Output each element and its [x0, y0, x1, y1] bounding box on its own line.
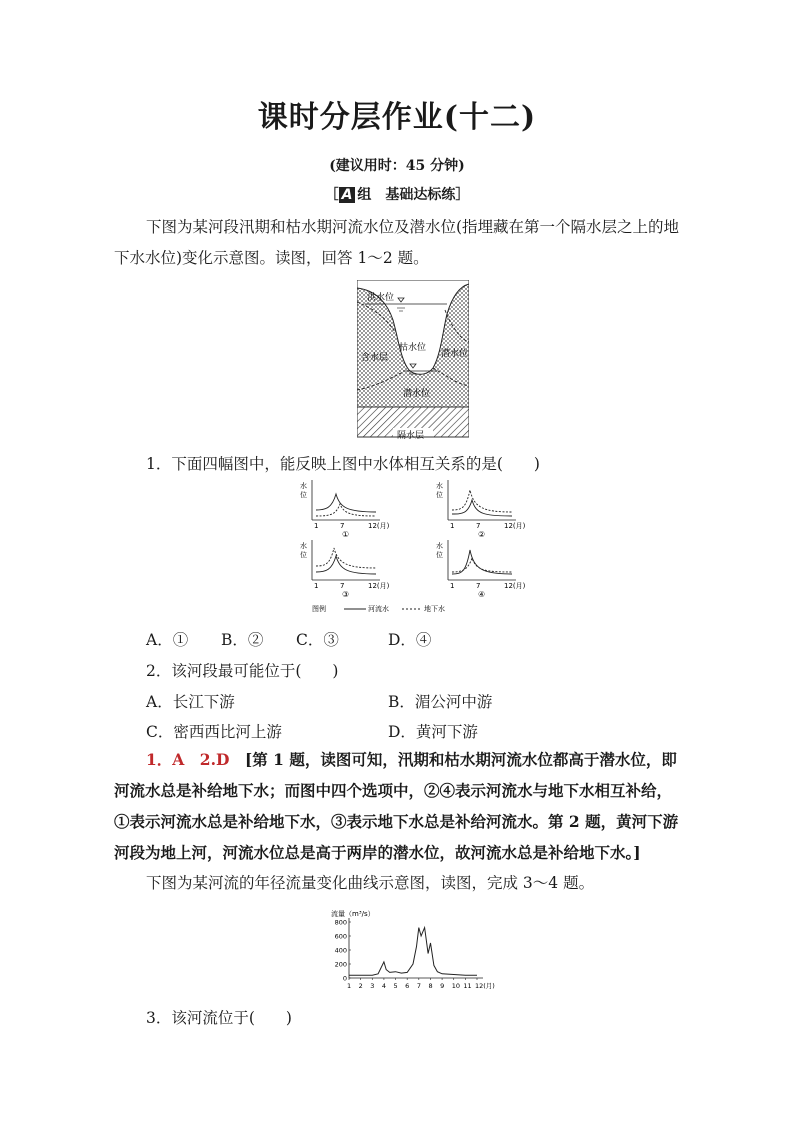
- panel-tick-1: 1: [314, 522, 319, 530]
- q2-option-b[interactable]: B．湄公河中游: [388, 693, 493, 711]
- runoff-xtick-label: 1: [347, 982, 352, 990]
- panel-river-curve: [316, 494, 376, 512]
- runoff-xtick-label: 7: [416, 982, 421, 990]
- panel-tick-12: 12(月): [504, 522, 526, 530]
- runoff-ytick-label: 200: [334, 960, 347, 969]
- suggested-time: (建议用时：45 分钟): [329, 158, 465, 174]
- answer-block: [114, 744, 684, 868]
- panel-tick-7: 7: [340, 582, 345, 590]
- panel-tick-7: 7: [476, 522, 481, 530]
- panel-tick-7: 7: [340, 522, 345, 530]
- aquifer-label: 含水层: [361, 353, 389, 363]
- panel-tick-1: 1: [450, 522, 455, 530]
- panel-tick-12: 12(月): [368, 522, 390, 530]
- river-cross-section-figure: [357, 280, 469, 440]
- panel-tick-1: 1: [450, 582, 455, 590]
- panel-number: ③: [342, 590, 350, 599]
- runoff-xtick-label: 12(月): [475, 982, 495, 990]
- runoff-xtick-label: 8: [428, 982, 433, 990]
- question-3: 3．该河流位于( ): [146, 1009, 292, 1027]
- panel-ylabel-bottom: 位: [436, 491, 443, 499]
- intro-text-1: 下图为某河段汛期和枯水期河流水位及潜水位(指埋藏在第一个隔水层之上的地下水水位)变化示意图。读图，回答 1～2 题。: [114, 218, 680, 267]
- panel-ylabel-top: 水: [300, 482, 307, 490]
- option-panel-2: [436, 480, 526, 539]
- runoff-xtick-label: 11: [463, 982, 472, 990]
- panel-number: ①: [342, 530, 350, 539]
- runoff-chart: [325, 904, 495, 1000]
- low-water-label: 枯水位: [399, 343, 427, 353]
- panel-ylabel-bottom: 位: [300, 491, 307, 499]
- legend-river-label: 河流水: [368, 605, 389, 613]
- answer-explanation: [第 1 题，读图可知，汛期和枯水期河流水位都高于潜水位，即河流水总是补给地下水；而图中四个选项中，②④表示河流水与地下水相互补给，①表示河流水总是补给地下水，③表示地下水总是补给河流水。第 2 题，黄河下游河段为地上河，河流水位总是高于两岸的潜水位，故河流水总是补给地下水。]: [114, 750, 679, 862]
- runoff-ylabel: 流量（m³/s）: [331, 910, 375, 918]
- runoff-xtick-label: 5: [393, 982, 398, 990]
- panel-tick-12: 12(月): [368, 582, 390, 590]
- group-badge: A: [339, 187, 356, 203]
- panel-ylabel-top: 水: [300, 542, 307, 550]
- runoff-xtick-label: 4: [381, 982, 387, 990]
- runoff-ytick-label: 0: [342, 974, 347, 983]
- flood-level-label: 洪水位: [367, 293, 395, 303]
- phreatic-level-right-label: 潜水位: [441, 349, 469, 359]
- q1-option-b[interactable]: B．②: [221, 631, 264, 649]
- q1-option-c[interactable]: C．③: [296, 631, 339, 649]
- runoff-xtick-label: 10: [451, 982, 461, 990]
- runoff-ytick-label: 400: [334, 946, 347, 955]
- panel-ground-curve: [452, 490, 512, 512]
- q2-option-d[interactable]: D．黄河下游: [388, 723, 478, 741]
- four-options-figure: [296, 478, 534, 618]
- runoff-xtick-label: 9: [440, 982, 445, 990]
- panel-tick-12: 12(月): [504, 582, 526, 590]
- runoff-xtick-label: 6: [405, 982, 410, 990]
- legend-title: 图例: [312, 605, 326, 613]
- q2-option-c[interactable]: C．密西西比河上游: [146, 723, 282, 741]
- intro-paragraph-1: [114, 212, 684, 274]
- panel-river-curve: [452, 550, 512, 574]
- legend-ground-label: 地下水: [424, 605, 445, 613]
- aquiclude-label: 隔水层: [397, 431, 425, 440]
- option-panel-4: [436, 540, 526, 599]
- q1-option-a[interactable]: A．①: [146, 631, 189, 649]
- phreatic-level-bottom-label: 潜水位: [403, 389, 431, 399]
- q2-option-a[interactable]: A．长江下游: [146, 693, 235, 711]
- panel-ground-curve: [316, 548, 376, 568]
- intro-text-2: 下图为某河流的年径流量变化曲线示意图，读图，完成 3～4 题。: [146, 874, 595, 892]
- panel-ylabel-top: 水: [436, 482, 443, 490]
- panel-tick-7: 7: [476, 582, 481, 590]
- panel-tick-1: 1: [314, 582, 319, 590]
- panel-number: ②: [478, 530, 486, 539]
- group-label: 组 基础达标练: [357, 187, 456, 203]
- answer-key: 1．A 2.D: [146, 750, 230, 769]
- runoff-series-line: [349, 928, 477, 976]
- question-2: 2．该河段最可能位于( ): [146, 662, 339, 680]
- page-title: 课时分层作业(十二): [257, 100, 537, 135]
- intro-paragraph-2: [114, 868, 684, 899]
- panel-number: ④: [478, 590, 486, 599]
- group-heading: ［ A 组 基础达标练］: [324, 187, 470, 203]
- question-1: 1．下面四幅图中，能反映上图中水体相互关系的是( ): [146, 455, 540, 473]
- panel-ylabel-bottom: 位: [300, 551, 307, 559]
- option-panel-1: [300, 480, 390, 539]
- runoff-ytick-label: 800: [334, 918, 347, 927]
- q1-option-d[interactable]: D．④: [388, 631, 432, 649]
- runoff-xtick-label: 3: [370, 982, 375, 990]
- runoff-xtick-label: 2: [358, 982, 363, 990]
- runoff-ytick-label: 600: [334, 932, 347, 941]
- panel-ylabel-top: 水: [436, 542, 443, 550]
- option-panel-3: [300, 540, 390, 599]
- panel-ylabel-bottom: 位: [436, 551, 443, 559]
- panel-ground-curve: [316, 504, 376, 516]
